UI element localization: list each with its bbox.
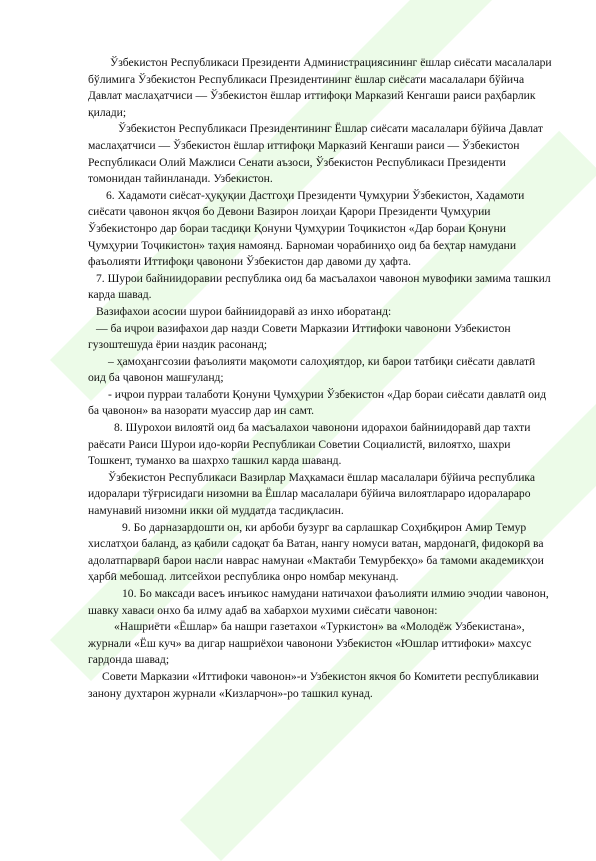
paragraph: Ўзбекистон Республикаси Вазирлар Маҳкамаси ёшлар масалалари бўйича республика идоралари тўғрисидаги низомни ва Ёшлар масалалари бўйича вилоятлараро идоралараро намунавий низомни икки ой муддатда тасдиқласин.	[88, 470, 536, 518]
paragraph: 7. Шурои байниидоравии республика оид ба масъалахои чавонон мувофики замима ташкил карда шавад.	[88, 271, 551, 302]
paragraph: «Нашриёти «Ёшлар» ба нашри газетахои «Туркистон» ва «Молодёж Узбекистана», журнали «Ёш куч» ва дигар нашриёхои чавонони Узбекистон «Юшлар иттифоки» махсус гардонда шавад;	[88, 620, 532, 667]
paragraph: 10. Бо максади васеъ инъикос намудани натичахои фаъолияти илмию эчодии чавонон, шавку хаваси онхо ба илму адаб ва хабархои мухими сиёсати чавонон:	[88, 587, 549, 617]
paragraph: 8. Шурохои вилоятй оид ба масъалахои чавонони идорахои байниидоравй дар тахти раёсати Раиси Шурои идо-корӣи Республикаи Советии Социалистй, вилоятхо, шахри Тошкент, туманхо ва шахрхо ташкил карда шаванд.	[88, 421, 531, 468]
paragraph: Ўзбекистон Республикаси Президенти Администрациясининг ёшлар сиёсати масалалари бўлимига Ўзбекистон Республикаси Президентининг ёшлар сиёсати масалалари бўйича Давлат маслаҳатчиси — Ўзбекистон ёшлар иттифоқи Марказий Кенгаши раиси раҳбарлик қилади;	[88, 56, 552, 119]
paragraph: Вазифахои асосии шурои байниидоравй аз инхо иборатанд:	[96, 304, 392, 318]
paragraph: - иҷрои пурраи талаботи Қонуни Ҷумҳурии Ўзбекистон «Дар бораи сиёсати давлатӣ оид ба ҷавонон» ва назорати муассир дар ин самт.	[88, 387, 547, 418]
document-page	[88, 55, 554, 702]
paragraph: Ўзбекистон Республикаси Президентининг Ёшлар сиёсати масалалари бўйича Давлат маслаҳатчиси — Ўзбекистон ёшлар иттифоқи Марказий Кенгаши раиси — Ўзбекистон Республикаси Олий Мажлиси Сенати аъзоси, Ўзбекистон Республикаси Президенти томонидан тайинланади. Узбекистон.	[88, 122, 543, 186]
paragraph: 6. Хадамоти сиёсат-ҳуқуқии Дастгоҳи Президенти Ҷумҳурии Ўзбекистон, Хадамоти сиёсати ҷавонон якҷоя бо Девони Вазирон лоиҳаи Қарори Президенти Ҷумҳурии Ўзбекистонро дар бораи тасдиқи Қонуни Ҷумҳурии Тоҷикистон «Дар бораи Қонуни Ҷумҳурии Тоҷикистон» таҳия намоянд. Барномаи чорабиниҳо оид ба беҳтар намудани фаъолияти Иттифоқи ҷавонони Ўзбекистон дар давоми ду ҳафта.	[88, 188, 525, 269]
paragraph: Совети Марказии «Иттифоки чавонон»-и Узбекистон якчоя бо Комитети республикавии занону духтарон журнали «Кизларчон»-ро ташкил кунад.	[88, 669, 539, 700]
paragraph: 9. Бо дарназардошти он, ки арбоби бузург ва сарлашкар Соҳибқирон Амир Темур хислатҳои баланд, аз қабили садоқат ба Ватан, нангу номуси ватан, мардонагӣ, фидокорӣ ва адолатпарварӣ барои насли навраc намунаи «Мактаби Темурбекҳо» ба тамоми академикҳои ҳарбӣ мебошад. литсейхои республика онро номбар мекунанд.	[88, 520, 544, 584]
paragraph: – ҳамоҳангсозии фаъолияти мақомоти салоҳиятдор, ки барои татбиқи сиёсати давлатӣ оид ба ҷавонон машғуланд;	[88, 354, 536, 385]
paragraph: — ба иҷрои вазифахои дар назди Совети Марказии Иттифоки чавонони Узбекистон гузоштешуда ёрии наздик расонанд;	[88, 321, 511, 352]
